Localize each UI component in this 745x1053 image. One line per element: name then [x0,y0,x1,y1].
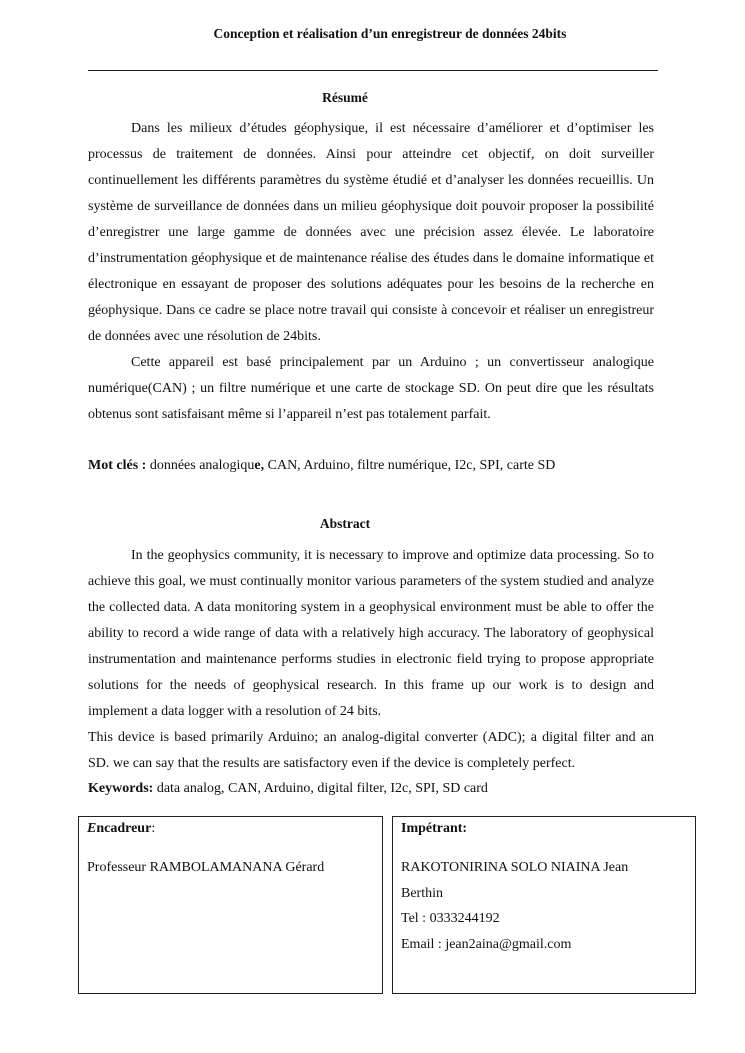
page-title: Conception et réalisation d’un enregistreur de données 24bits [213,26,567,41]
abstract-body [88,543,654,777]
supervisor-heading-initial: E [87,821,97,836]
abstract-keywords-text: data analog, CAN, Arduino, digital filter, I2c, SPI, SD card [153,781,488,796]
resume-keywords [88,453,688,479]
supervisor-name: Professeur RAMBOLAMANANA Gérard [87,860,325,875]
supervisor-heading-colon: : [151,821,156,836]
applicant-email: Email : jean2aina@gmail.com [401,937,572,952]
supervisor-heading-rest: ncadreur [96,821,152,836]
supervisor-box [78,816,383,994]
resume-keywords-text-1: données analogiqu [146,458,255,473]
applicant-heading: Impétrant: [401,821,468,836]
supervisor-heading [87,821,155,837]
abstract-paragraph-2: This device is based primarily Arduino; an analog-digital converter (ADC); a digital filter and an SD. we can say that the results are satisfactory even if the device is completely perfect. [88,730,654,771]
resume-keywords-text-2: CAN, Arduino, filtre numérique, I2c, SPI, carte SD [264,458,556,473]
abstract-keywords [88,776,688,802]
resume-heading: Résumé [322,90,368,105]
applicant-name-line-2: Berthin [401,886,443,901]
resume-paragraph-2: Cette appareil est basé principalement par un Arduino ; un convertisseur analogique numérique(CAN) ; un filtre numérique et une carte de stockage SD. On peut dire que les résultats obtenus sont satisfaisant même si l’appareil n’est pas totalement parfait. [88,355,654,422]
resume-paragraph-1: Dans les milieux d’études géophysique, il est nécessaire d’améliorer et d’optimiser les processus de traitement de données. Ainsi pour atteindre cet objectif, on doit surveiller continuellement les différents paramètres du système étudié et d’analyser les données recueillis. Un système de surveillance de données dans un milieu géophysique doit pouvoir proposer la possibilité d’enregistrer une large gamme de données avec une précision assez élevée. Le laboratoire d’instrumentation géophysique et de maintenance réalise des études dans le domaine informatique et électronique en essayant de proposer des solutions adéquates pour les besoins de la recherche en géophysique. Dans ce cadre se place notre travail qui consiste à concevoir et réaliser un enregistreur de données avec une résolution de 24bits. [88,121,654,344]
abstract-heading: Abstract [319,516,371,531]
resume-body [88,116,654,428]
applicant-box [392,816,696,994]
resume-keywords-label: Mot clés : [88,458,147,473]
applicant-name-line-1: RAKOTONIRINA SOLO NIAINA Jean [401,860,629,875]
applicant-tel: Tel : 0333244192 [401,911,500,926]
resume-keywords-bold: e, [254,458,265,473]
header-divider [88,70,658,71]
abstract-paragraph-1: In the geophysics community, it is necessary to improve and optimize data processing. So to achieve this goal, we must continually monitor various parameters of the system studied and analyze the collected data. A data monitoring system in a geophysical environment must be able to offer the ability to record a wide range of data with a relatively high accuracy. The laboratory of geophysical instrumentation and maintenance performs studies in electronic field trying to propose appropriate solutions for the needs of geophysical research. In this frame up our work is to design and implement a data logger with a resolution of 24 bits. [88,548,654,719]
abstract-keywords-label: Keywords: [88,781,154,796]
